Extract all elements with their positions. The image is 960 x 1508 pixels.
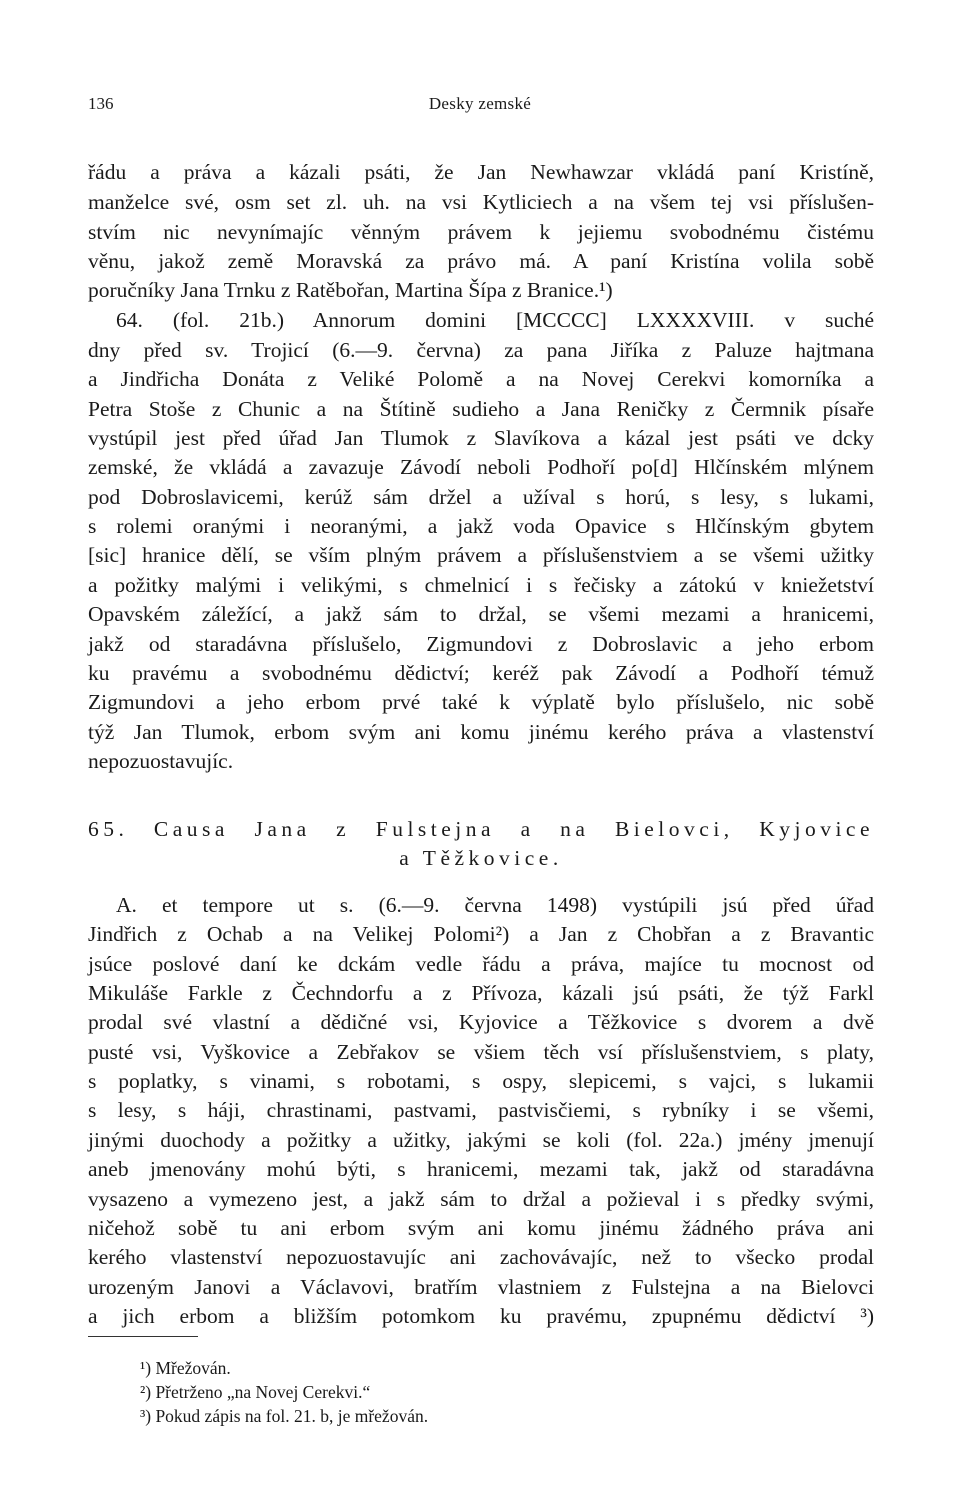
text-line: Mikuláše Farkle z Čechndorfu a z Přívoza, kázali jsú psáti, že týž Farkl	[88, 981, 874, 1005]
text-line: Petra Stoše z Chunic a na Štítině sudieho a Jana Reničky z Čermnik písaře	[88, 397, 874, 421]
text-line: týž Jan Tlumok, erbom svým ani komu jinému kerého práva a vlastenství	[88, 720, 874, 744]
footnote-1: ¹) Mřežován.	[140, 1358, 231, 1378]
text-line: řádu a práva a kázali psáti, že Jan Newhawzar vkládá paní Kristíně,	[88, 160, 874, 184]
text-line: jinými duochody a požitky a užitky, jakými se koli (fol. 22a.) jmény jmenují	[88, 1128, 874, 1152]
footnote-separator	[88, 1336, 198, 1337]
footnote-3: ³) Pokud zápis na fol. 21. b, je mřežován.	[140, 1406, 429, 1426]
text-line: a jich erbom a bližším potomkom ku pravému, zpupnému dědictví ³)	[88, 1304, 874, 1328]
entry-65-first-line: A. et tempore ut s. (6.—9. června 1498) vystúpili jsú před úřad	[116, 893, 874, 917]
text-line: stvím nic nevynímajíc věnným právem k jejiemu svobodnému čistému	[88, 220, 874, 244]
text-line: urozeným Janovi a Václavovi, bratřím vlastniem z Fulstejna a na Bielovci	[88, 1275, 874, 1299]
text-line: kerého vlastenství nepozuostavujíc ani zachovávajíc, než to všecko prodal	[88, 1245, 874, 1269]
text-line: prodal své vlastní a dědičné vsi, Kyjovice a Těžkovice s dvorem a dvě	[88, 1010, 874, 1034]
text-line: s rolemi oranými i neoranými, a jakž voda Opavice s Hlčínským gbytem	[88, 514, 874, 538]
text-line: pod Dobroslavicemi, kerúž sám držel a užíval s horú, s lesy, s lukami,	[88, 485, 874, 509]
entry-65-heading: 65. Causa Jana z Fulstejna a na Bielovci, Kyjovice	[88, 817, 874, 841]
running-title: Desky zemské	[428, 94, 532, 113]
text-line: jakž od staradávna příslušelo, Zigmundovi z Dobroslavic a jeho erbom	[88, 632, 874, 656]
text-line: aneb jmenovány mohú býti, s hranicemi, mezami tak, jakž od staradávna	[88, 1157, 874, 1181]
text-line: ničehož sobě tu ani erbom svým ani komu jinému žádného práva ani	[88, 1216, 874, 1240]
text-line: ku pravému a svobodnému dědictví; keréž pak Závodí a Podhoří témuž	[88, 661, 874, 685]
text-line: zemské, že vkládá a zavazuje Závodí neboli Podhoří po[d] Hlčínském mlýnem	[88, 455, 874, 479]
text-line: a požitky malými i velikými, s chmelnicí i s řečisky a zátokú v kniežetství	[88, 573, 874, 597]
entry-64-first-line: 64. (fol. 21b.) Annorum domini [MCCCC] LXXXXVIII. v suché	[116, 308, 874, 332]
text-line: Opavském záležící, a jakž sám to držal, se všemi mezami a hranicemi,	[88, 602, 874, 626]
text-line: s poplatky, s vinami, s robotami, s ospy, slepicemi, s vajci, s lukamii	[88, 1069, 874, 1093]
footnote-2: ²) Přetrženo „na Novej Cerekvi.“	[140, 1382, 371, 1402]
text-line: vysazeno a vymezeno jest, a jakž sám to držal a požieval i s předky svými,	[88, 1187, 874, 1211]
text-line: jsúce poslové daní ke dckám vedle řádu a práva, majíce tu mocnost od	[88, 952, 874, 976]
running-head	[88, 94, 872, 118]
text-line: poručníky Jana Trnku z Ratěbořan, Martina Šípa z Branice.¹)	[88, 278, 613, 302]
text-line: Zigmundovi a jeho erbom prvé také k výplatě bylo příslušelo, nic sobě	[88, 690, 874, 714]
text-line: a Jindřicha Donáta z Veliké Polomě a na Novej Cerekvi komorníka a	[88, 367, 874, 391]
page-number: 136	[88, 94, 114, 113]
entry-65-heading-cont: a Těžkovice.	[399, 846, 563, 870]
text-line: s lesy, s háji, chrastinami, pastvami, pastvisčiemi, s rybníky i se všemi,	[88, 1098, 874, 1122]
text-line: nepozuostavujíc.	[88, 749, 234, 773]
text-line: pusté vsi, Vyškovice a Zebřakov se všiem těch vsí příslušenstviem, s platy,	[88, 1040, 874, 1064]
text-line: vystúpil jest před úřad Jan Tlumok z Slavíkova a kázal jest psáti ve dcky	[88, 426, 874, 450]
text-line: manželce své, osm set zl. uh. na vsi Kytliciech a na všem tej vsi příslušen-	[88, 190, 874, 214]
text-line: Jindřich z Ochab a na Velikej Polomi²) a Jan z Chobřan a z Bravantic	[88, 922, 874, 946]
text-line: dny před sv. Trojicí (6.—9. června) za pana Jiříka z Paluze hajtmana	[88, 338, 874, 362]
text-line: věnu, jakož země Moravská za právo má. A paní Kristína volila sobě	[88, 249, 874, 273]
text-line: [sic] hranice dělí, se vším plným právem a příslušenstviem a se všemi užitky	[88, 543, 874, 567]
